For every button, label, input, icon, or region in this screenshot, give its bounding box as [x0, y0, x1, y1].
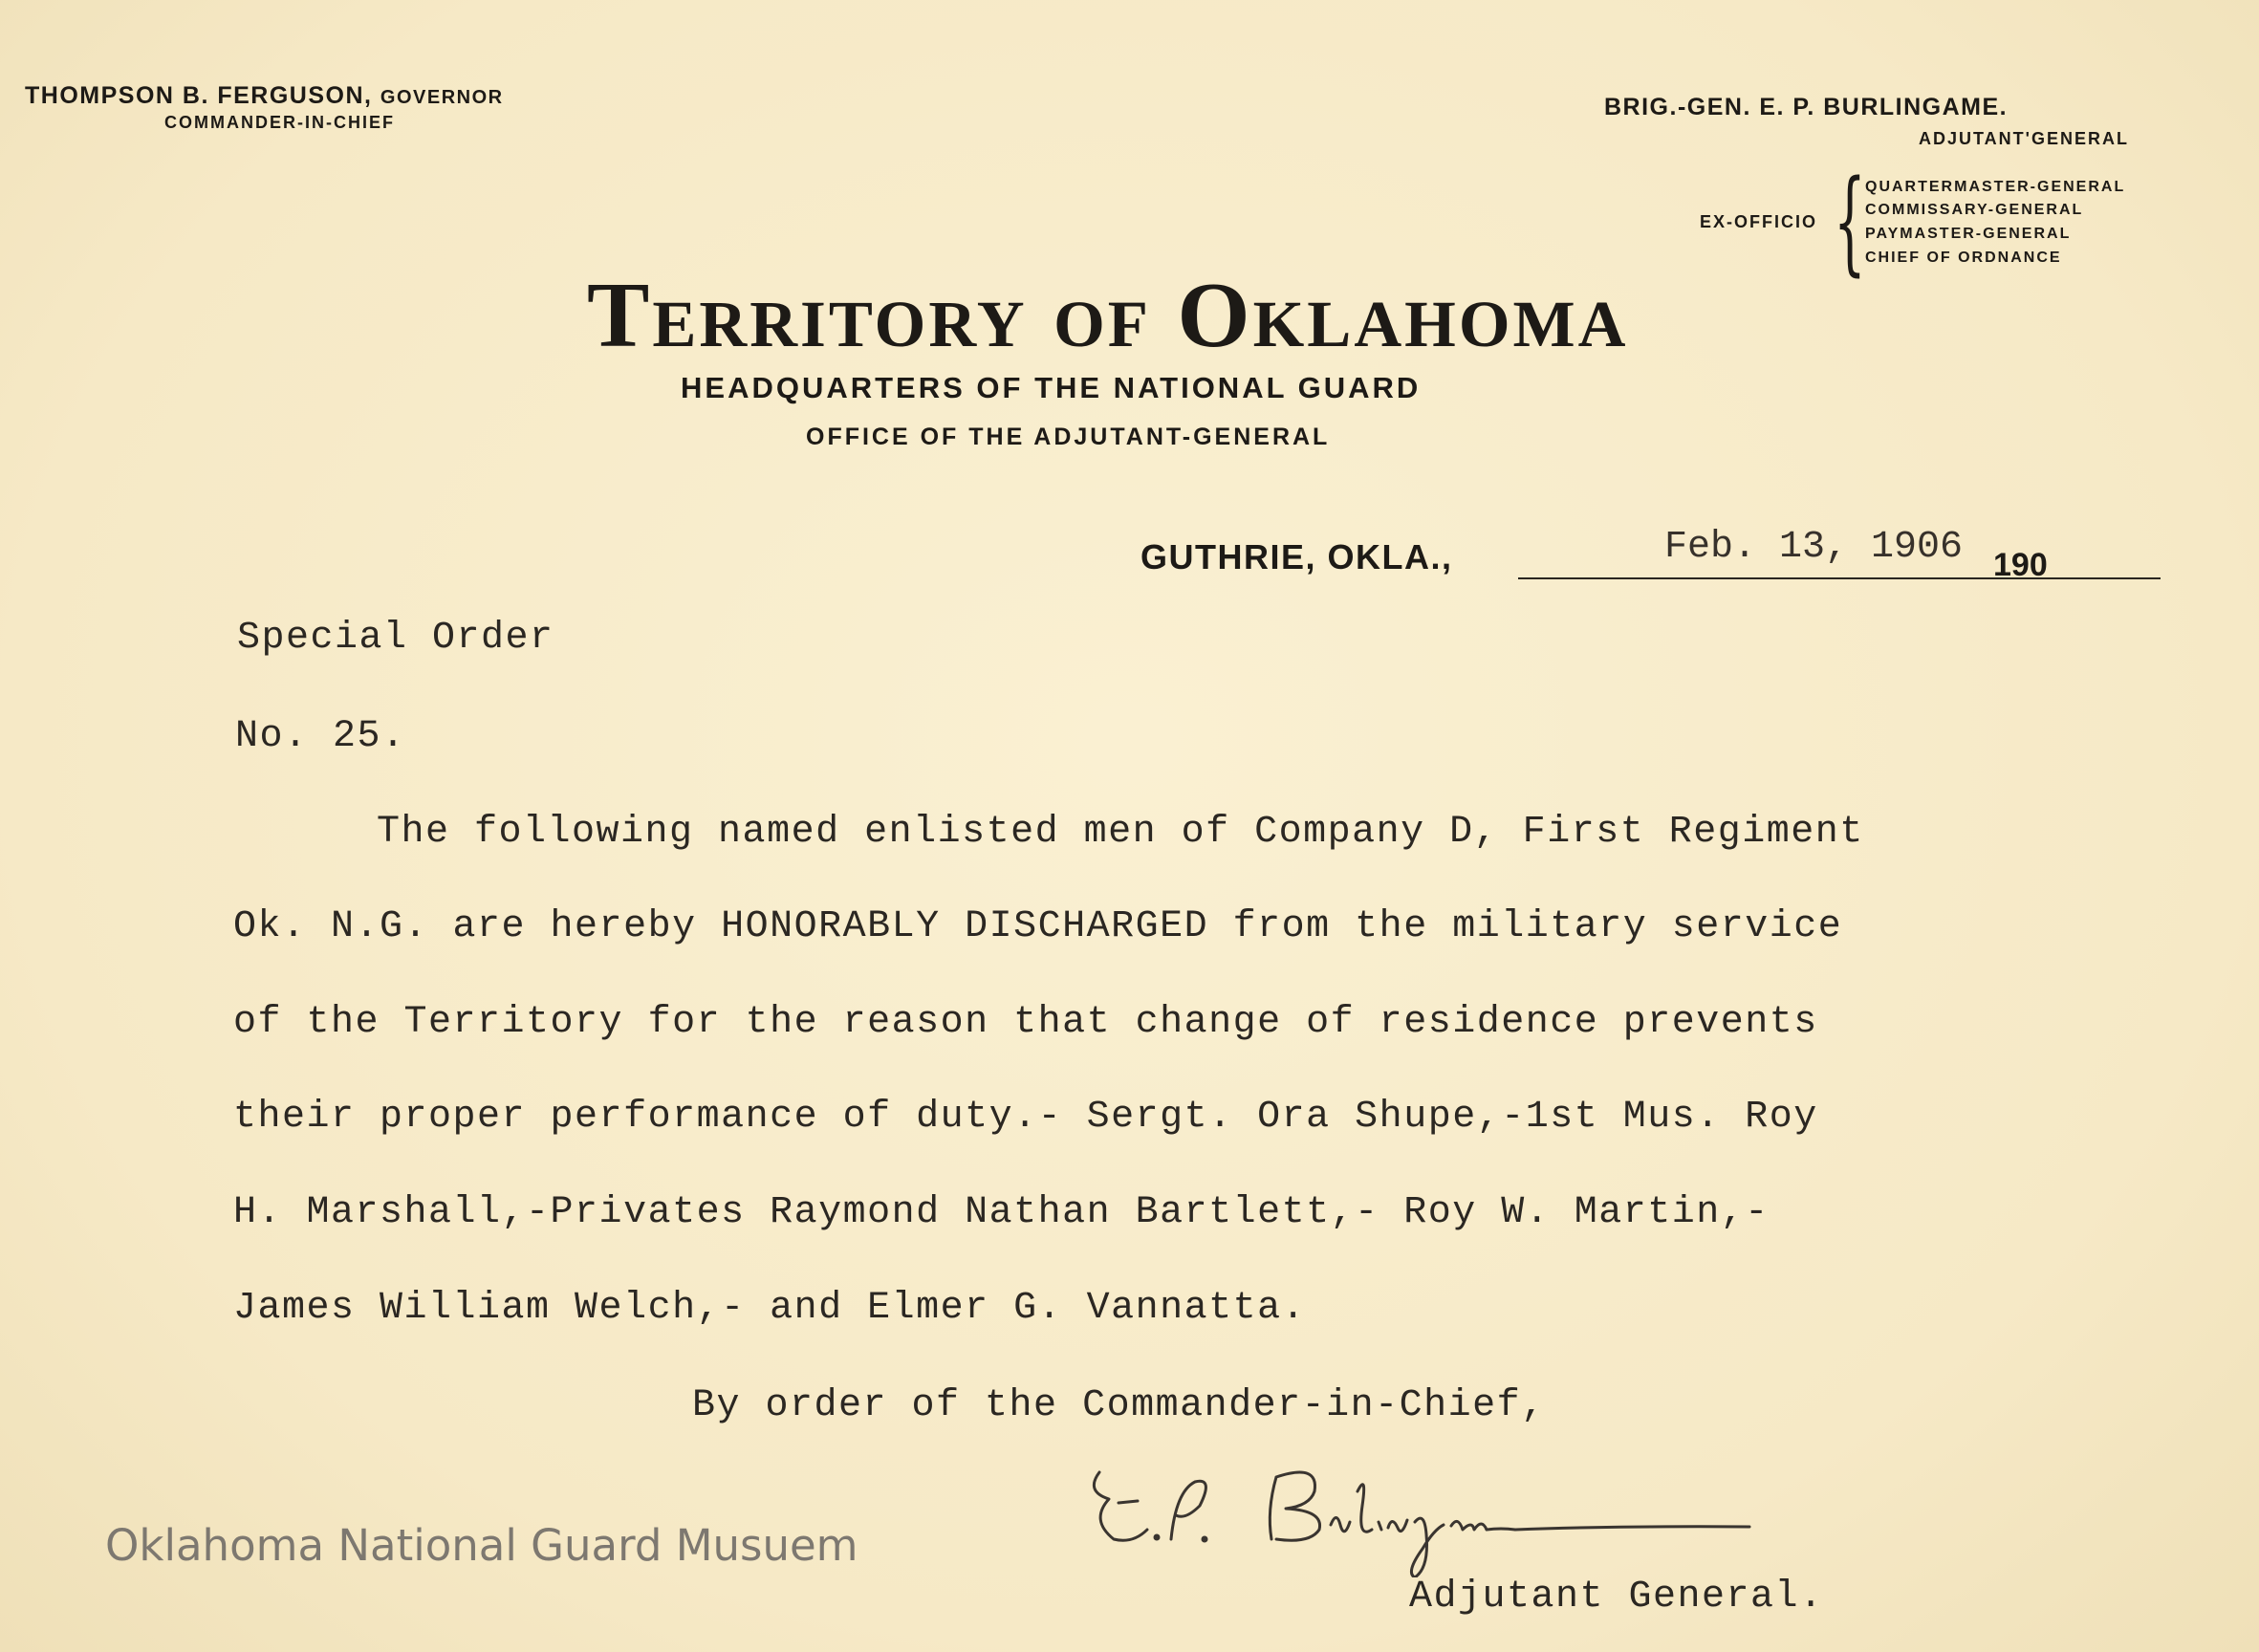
order-number: No. 25. [235, 715, 406, 758]
governor-name-text: THOMPSON B. FERGUSON, [25, 82, 373, 109]
typed-date: Feb. 13, 1906 [1664, 526, 1964, 569]
main-title [587, 264, 1629, 367]
date-underline [1518, 577, 2161, 579]
curly-brace-icon: { [1834, 155, 1866, 287]
body-line: of the Territory for the reason that change of residence prevents [233, 1001, 1818, 1044]
body-line: James William Welch,- and Elmer G. Vannatta. [233, 1287, 1307, 1330]
place-label: GUTHRIE, OKLA., [1140, 537, 1453, 576]
ex-officio-label: EX-OFFICIO [1700, 212, 1817, 231]
order-heading: Special Order [237, 617, 554, 660]
duty-quartermaster: QUARTERMASTER-GENERAL [1865, 179, 2126, 195]
governor-suffix: GOVERNOR [380, 87, 504, 108]
duty-paymaster: PAYMASTER-GENERAL [1865, 226, 2072, 242]
main-title-text: Territory of Oklahoma [587, 264, 1629, 367]
adjutant-general-title: ADJUTANT'GENERAL [1919, 129, 2129, 148]
adjutant-general-name: BRIG.-GEN. E. P. BURLINGAME. [1604, 94, 2009, 120]
signature-title: Adjutant General. [1409, 1576, 1824, 1619]
body-line: H. Marshall,-Privates Raymond Nathan Bartlett,- Roy W. Martin,- [233, 1191, 1770, 1234]
governor-name [25, 82, 504, 110]
headquarters-subtitle: HEADQUARTERS OF THE NATIONAL GUARD [681, 371, 1422, 404]
duty-ordnance: CHIEF OF ORDNANCE [1865, 250, 2062, 266]
body-line: The following named enlisted men of Company D, First Regiment [377, 811, 1864, 854]
body-line: Ok. N.G. are hereby HONORABLY DISCHARGED from the military service [233, 905, 1843, 948]
office-subtitle: OFFICE OF THE ADJUTANT-GENERAL [806, 424, 1331, 450]
body-line: their proper performance of duty.- Sergt. Ora Shupe,-1st Mus. Roy [233, 1096, 1818, 1139]
governor-title: COMMANDER-IN-CHIEF [164, 113, 395, 132]
museum-watermark: Oklahoma National Guard Musuem [105, 1520, 858, 1571]
printed-year: 190 [1993, 547, 2048, 583]
duty-commissary: COMMISSARY-GENERAL [1865, 202, 2084, 218]
closing-line: By order of the Commander-in-Chief, [692, 1384, 1546, 1427]
handwritten-signature [1080, 1434, 1845, 1577]
